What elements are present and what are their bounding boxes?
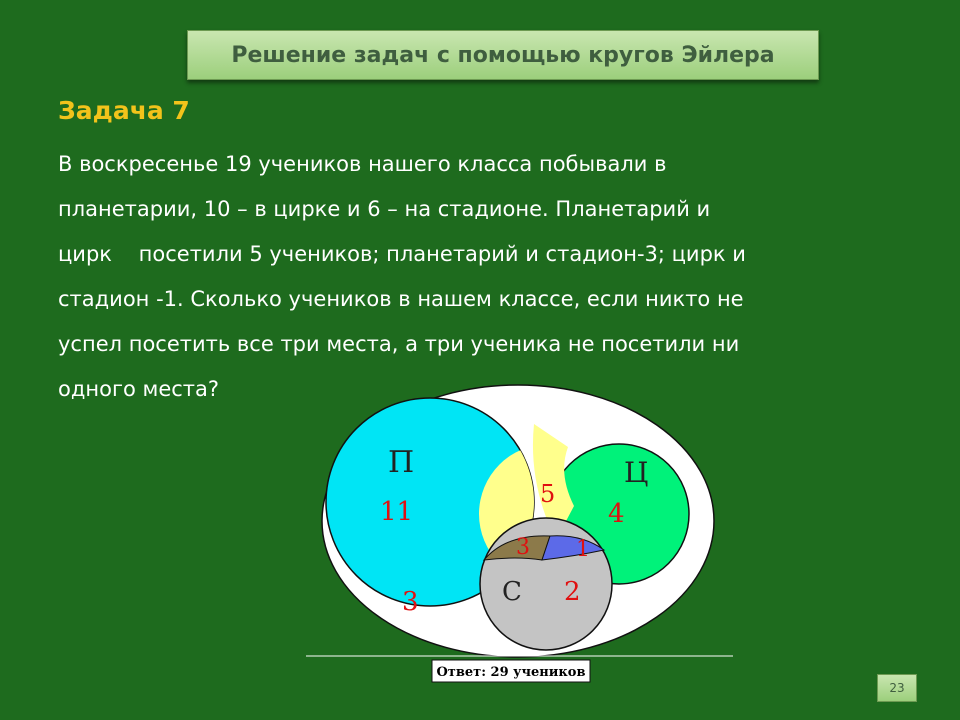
task-statement	[58, 142, 898, 412]
region-circus-only: 4	[608, 499, 625, 529]
label-circus: Ц	[624, 456, 649, 489]
region-planetarium-stadium: 3	[516, 535, 530, 560]
slide-title-banner	[187, 30, 819, 80]
task-line: успел посетить все три места, а три ученика не посетили ни	[58, 332, 740, 356]
slide-title: Решение задач с помощью кругов Эйлера	[231, 42, 775, 68]
region-circus-stadium: 1	[576, 537, 590, 562]
region-stadium-only: 2	[564, 577, 581, 607]
label-stadium: С	[502, 577, 522, 607]
region-none: 3	[402, 587, 419, 617]
page-number-badge	[877, 674, 917, 702]
answer-text: Ответ: 29 учеников	[436, 665, 586, 680]
euler-diagram-figure	[306, 374, 733, 690]
task-title: Задача 7	[58, 96, 190, 125]
page-number: 23	[889, 681, 905, 695]
euler-diagram	[306, 374, 733, 690]
task-line: стадион -1. Сколько учеников в нашем классе, если никто не	[58, 287, 744, 311]
task-line: В воскресенье 19 учеников нашего класса побывали в	[58, 152, 667, 176]
label-planetarium: П	[388, 445, 415, 480]
region-planetarium-circus: 5	[540, 480, 556, 508]
region-planetarium-only: 11	[380, 497, 414, 527]
task-line: одного места?	[58, 377, 220, 401]
task-line: цирк посетили 5 учеников; планетарий и стадион-3; цирк и	[58, 242, 746, 266]
task-line: планетарии, 10 – в цирке и 6 – на стадионе. Планетарий и	[58, 197, 711, 221]
